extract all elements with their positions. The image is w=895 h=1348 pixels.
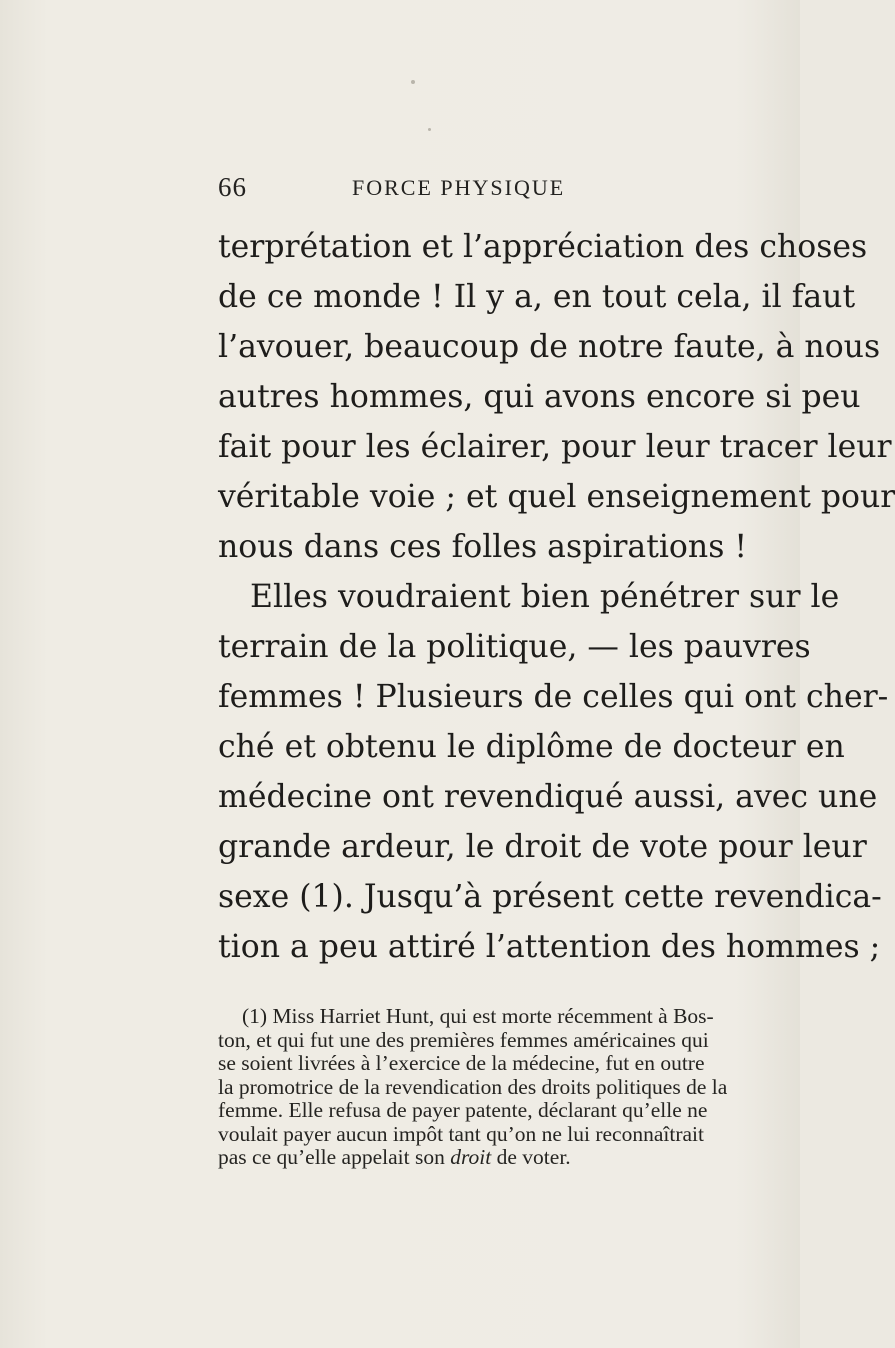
text-line: tion a peu attiré l’attention des hommes ; bbox=[218, 929, 881, 965]
body-text bbox=[218, 222, 895, 972]
footnote-last-line bbox=[218, 1146, 698, 1170]
page-number: 66 bbox=[218, 172, 247, 202]
text-line: femmes ! Plusieurs de celles qui ont cher- bbox=[218, 679, 889, 715]
footnote-last-text: pas ce qu’elle appelait son bbox=[218, 1145, 451, 1169]
text-line: grande ardeur, le droit de vote pour leur bbox=[218, 829, 867, 865]
text-line: véritable voie ; et quel enseignement pour bbox=[218, 479, 895, 515]
text-line: fait pour les éclairer, pour leur tracer leur bbox=[218, 429, 892, 465]
text-line: médecine ont revendiqué aussi, avec une bbox=[218, 779, 878, 815]
footnote bbox=[218, 1004, 728, 1170]
footnote-last-text-end: de voter. bbox=[491, 1145, 571, 1169]
text-line: ché et obtenu le diplôme de docteur en bbox=[218, 729, 845, 765]
text-line: terrain de la politique, — les pauvres bbox=[218, 629, 811, 665]
text-line: nous dans ces folles aspirations ! bbox=[218, 529, 748, 565]
text-line: de ce monde ! Il y a, en tout cela, il faut bbox=[218, 279, 856, 315]
paper-speck bbox=[428, 128, 431, 131]
footnote-line: se soient livrées à l’exercice de la médecine, fut en outre bbox=[218, 1051, 705, 1075]
footnote-line: femme. Elle refusa de payer patente, déclarant qu’elle ne bbox=[218, 1098, 708, 1122]
footnote-emphasis: droit bbox=[450, 1145, 492, 1169]
page-header bbox=[218, 172, 698, 212]
text-line: l’avouer, beaucoup de notre faute, à nous bbox=[218, 329, 881, 365]
paper-speck bbox=[411, 80, 415, 84]
footnote-line: (1) Miss Harriet Hunt, qui est morte récemment à Bos- bbox=[242, 1004, 714, 1028]
footnote-line: ton, et qui fut une des premières femmes américaines qui bbox=[218, 1027, 709, 1052]
running-head: FORCE PHYSIQUE bbox=[352, 175, 566, 200]
text-line: terprétation et l’appréciation des choses bbox=[218, 229, 868, 265]
footnote-line: voulait payer aucun impôt tant qu’on ne lui reconnaîtrait bbox=[218, 1121, 704, 1146]
footnote-line: la promotrice de la revendication des droits politiques de la bbox=[218, 1074, 728, 1099]
text-line: Elles voudraient bien pénétrer sur le bbox=[250, 579, 840, 615]
text-line: sexe (1). Jusqu’à présent cette revendica- bbox=[218, 879, 882, 915]
text-line: autres hommes, qui avons encore si peu bbox=[218, 379, 861, 415]
